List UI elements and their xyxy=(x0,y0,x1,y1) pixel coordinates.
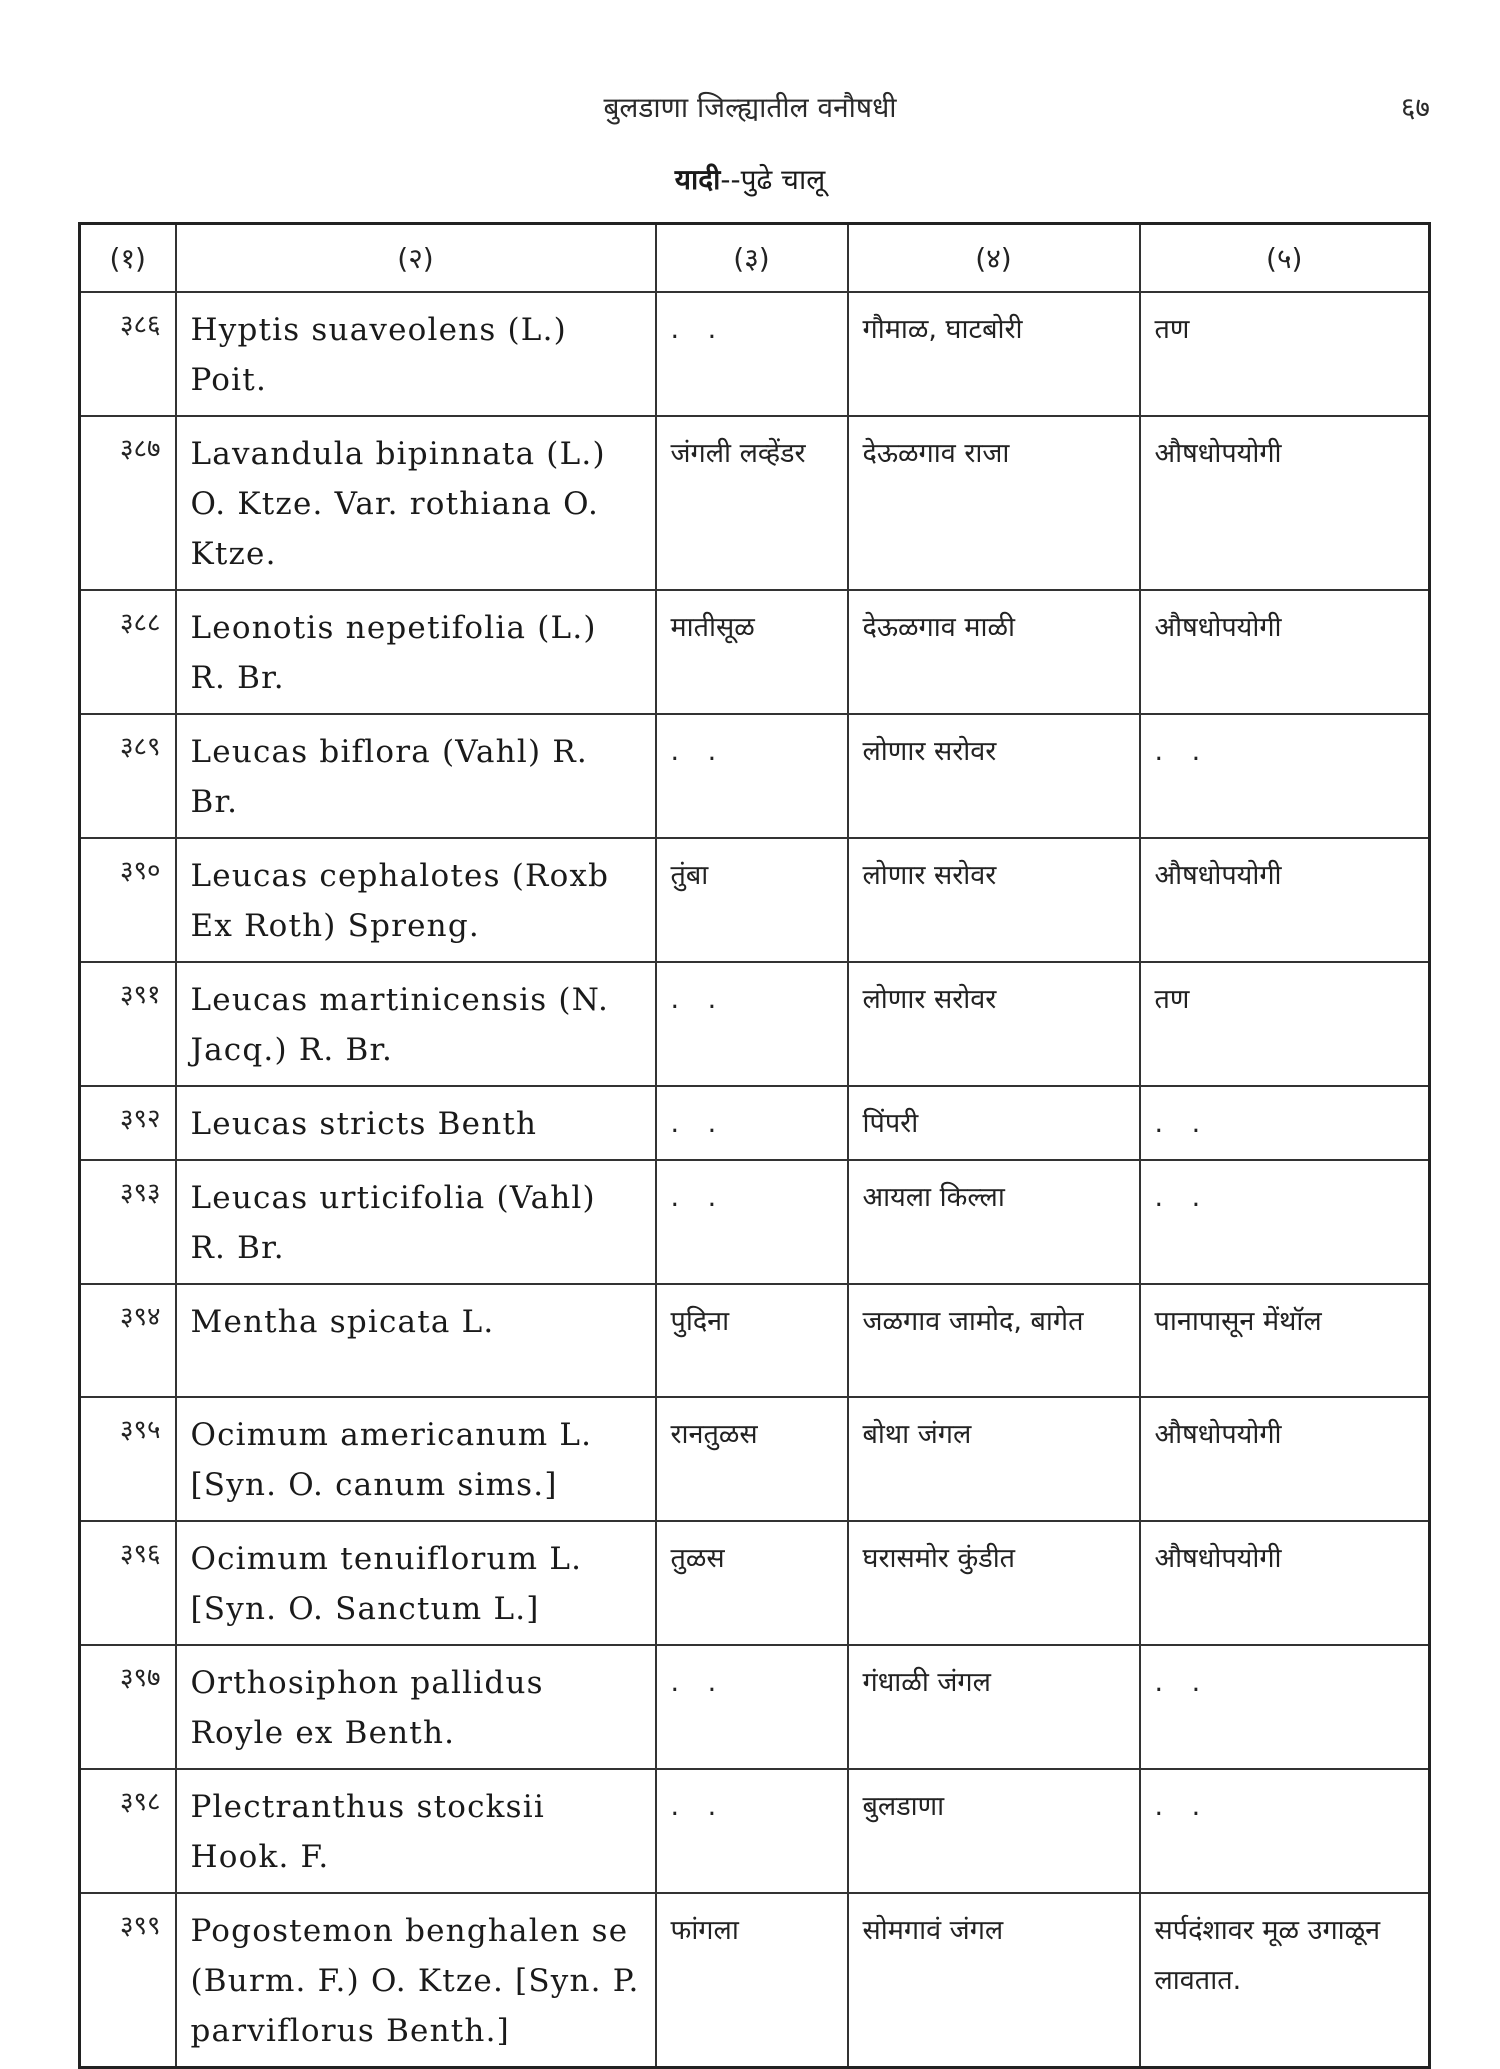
scientific-name: Leucas cephalotes (Roxb Ex Roth) Spreng. xyxy=(176,838,656,962)
local-name: . . xyxy=(656,1645,848,1769)
use: . . xyxy=(1140,1086,1430,1160)
local-name: . . xyxy=(656,1086,848,1160)
local-name: रानतुळस xyxy=(656,1397,848,1521)
row-number: ३९३ xyxy=(80,1160,176,1284)
row-number: ३९४ xyxy=(80,1284,176,1397)
row-number: ३९६ xyxy=(80,1521,176,1645)
column-header-local-name: (३) xyxy=(656,224,848,293)
location: लोणार सरोवर xyxy=(848,962,1140,1086)
scientific-name: Pogostemon benghalen se (Burm. F.) O. Ktze. [Syn. P. parviflorus Benth.] xyxy=(176,1893,656,2068)
local-name: जंगली लव्हेंडर xyxy=(656,416,848,590)
local-name: पुदिना xyxy=(656,1284,848,1397)
use: . . xyxy=(1140,1769,1430,1893)
location: घरासमोर कुंडीत xyxy=(848,1521,1140,1645)
location: देऊळगाव माळी xyxy=(848,590,1140,714)
location: लोणार सरोवर xyxy=(848,714,1140,838)
scientific-name: Leucas stricts Benth xyxy=(176,1086,656,1160)
table-row xyxy=(80,1521,1430,1645)
table-row xyxy=(80,590,1430,714)
local-name: . . xyxy=(656,1160,848,1284)
row-number: ३९७ xyxy=(80,1645,176,1769)
table-row xyxy=(80,714,1430,838)
local-name: मातीसूळ xyxy=(656,590,848,714)
row-number: ३८७ xyxy=(80,416,176,590)
use: सर्पदंशावर मूळ उगाळून लावतात. xyxy=(1140,1893,1430,2068)
location: गौमाळ, घाटबोरी xyxy=(848,292,1140,416)
table-row xyxy=(80,1893,1430,2068)
table-row xyxy=(80,838,1430,962)
location: पिंपरी xyxy=(848,1086,1140,1160)
plant-list-table xyxy=(78,222,1431,2069)
scientific-name: Leucas biflora (Vahl) R. Br. xyxy=(176,714,656,838)
location: लोणार सरोवर xyxy=(848,838,1140,962)
local-name: . . xyxy=(656,1769,848,1893)
running-title: बुलडाणा जिल्ह्यातील वनौषधी xyxy=(603,91,897,124)
column-header-location: (४) xyxy=(848,224,1140,293)
use: तण xyxy=(1140,962,1430,1086)
subtitle-list-label: यादी xyxy=(674,163,721,196)
column-header-scientific-name: (२) xyxy=(176,224,656,293)
scientific-name: Orthosiphon pallidus Royle ex Benth. xyxy=(176,1645,656,1769)
local-name: . . xyxy=(656,714,848,838)
table-subtitle xyxy=(0,160,1500,198)
location: देऊळगाव राजा xyxy=(848,416,1140,590)
location: आयला किल्ला xyxy=(848,1160,1140,1284)
use: औषधोपयोगी xyxy=(1140,1521,1430,1645)
use: . . xyxy=(1140,1160,1430,1284)
local-name: तुळस xyxy=(656,1521,848,1645)
local-name: . . xyxy=(656,962,848,1086)
use: पानापासून मेंथॉल xyxy=(1140,1284,1430,1397)
row-number: ३९० xyxy=(80,838,176,962)
local-name: तुंबा xyxy=(656,838,848,962)
row-number: ३९५ xyxy=(80,1397,176,1521)
location: गंधाळी जंगल xyxy=(848,1645,1140,1769)
use: तण xyxy=(1140,292,1430,416)
location: जळगाव जामोद, बागेत xyxy=(848,1284,1140,1397)
row-number: ३८९ xyxy=(80,714,176,838)
local-name: फांगला xyxy=(656,1893,848,2068)
location: बुलडाणा xyxy=(848,1769,1140,1893)
scientific-name: Leonotis nepetifolia (L.) R. Br. xyxy=(176,590,656,714)
row-number: ३९१ xyxy=(80,962,176,1086)
scientific-name: Leucas urticifolia (Vahl) R. Br. xyxy=(176,1160,656,1284)
table-row xyxy=(80,1284,1430,1397)
scientific-name: Leucas martinicensis (N. Jacq.) R. Br. xyxy=(176,962,656,1086)
row-number: ३८८ xyxy=(80,590,176,714)
row-number: ३९२ xyxy=(80,1086,176,1160)
scientific-name: Mentha spicata L. xyxy=(176,1284,656,1397)
local-name: . . xyxy=(656,292,848,416)
row-number: ३९९ xyxy=(80,1893,176,2068)
column-header-serial: (१) xyxy=(80,224,176,293)
use: . . xyxy=(1140,714,1430,838)
scientific-name: Ocimum americanum L. [Syn. O. canum sims.] xyxy=(176,1397,656,1521)
table-row xyxy=(80,1645,1430,1769)
scientific-name: Lavandula bipinnata (L.) O. Ktze. Var. rothiana O. Ktze. xyxy=(176,416,656,590)
page-number: ६७ xyxy=(1400,91,1430,124)
table-row xyxy=(80,1086,1430,1160)
table-row xyxy=(80,416,1430,590)
row-number: ३९८ xyxy=(80,1769,176,1893)
scientific-name: Plectranthus stocksii Hook. F. xyxy=(176,1769,656,1893)
use: औषधोपयोगी xyxy=(1140,838,1430,962)
table-row xyxy=(80,962,1430,1086)
table-row xyxy=(80,292,1430,416)
column-header-use: (५) xyxy=(1140,224,1430,293)
subtitle-continued-label: --पुढे चालू xyxy=(720,163,826,196)
row-number: ३८६ xyxy=(80,292,176,416)
use: औषधोपयोगी xyxy=(1140,416,1430,590)
table-row xyxy=(80,1769,1430,1893)
scientific-name: Hyptis suaveolens (L.) Poit. xyxy=(176,292,656,416)
table-row xyxy=(80,1397,1430,1521)
use: औषधोपयोगी xyxy=(1140,1397,1430,1521)
scientific-name: Ocimum tenuiflorum L. [Syn. O. Sanctum L.] xyxy=(176,1521,656,1645)
table-row xyxy=(80,1160,1430,1284)
use: औषधोपयोगी xyxy=(1140,590,1430,714)
table-header-row xyxy=(80,224,1430,293)
location: बोथा जंगल xyxy=(848,1397,1140,1521)
use: . . xyxy=(1140,1645,1430,1769)
location: सोमगावं जंगल xyxy=(848,1893,1140,2068)
